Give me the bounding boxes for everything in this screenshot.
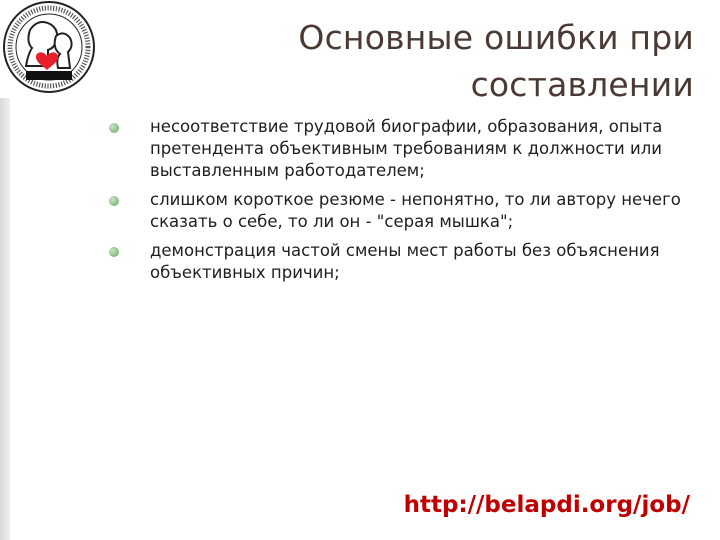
slide-title [174,14,694,108]
bullet-dot-icon [109,247,119,257]
bullet-dot-icon [109,123,119,133]
bullet-item [26,116,686,182]
title-line-2: составлении [470,65,694,104]
bullet-dot-icon [109,196,119,206]
left-decorative-bar [0,98,10,540]
organization-seal-logo [0,0,98,100]
bullet-text: слишком короткое резюме - непонятно, то ли автору нечего сказать о себе, то ли он - "серая мышка"; [150,190,681,231]
bullet-list [26,116,686,291]
bullet-item [26,240,686,284]
bullet-item [26,189,686,233]
bullet-text: демонстрация частой смены мест работы без объяснения объективных причин; [150,241,660,282]
footer-url-link[interactable]: http://belapdi.org/job/ [403,492,690,518]
title-line-1: Основные ошибки при [298,18,694,57]
bullet-text: несоответствие трудовой биографии, образования, опыта претендента объективным требованиям к должности или выставленным работодателем; [150,117,663,180]
